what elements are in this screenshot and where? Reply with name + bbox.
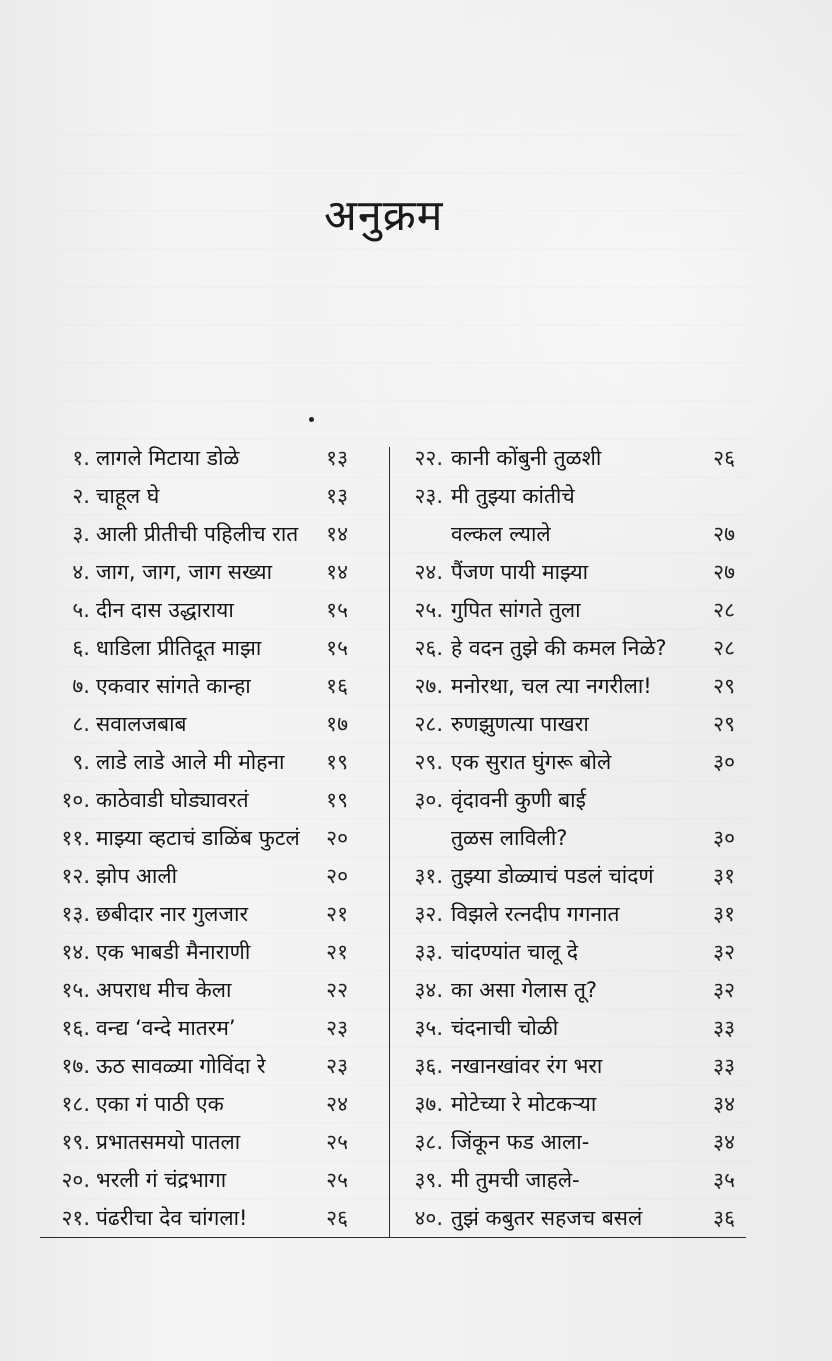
- entry-title: एक भाबडी मैनाराणी: [96, 940, 251, 964]
- entry-title: एकवार सांगते कान्हा: [96, 674, 251, 698]
- entry-page: ३३: [713, 1016, 735, 1040]
- entry-number: ११.: [61, 826, 90, 850]
- entry-page: १६: [326, 674, 348, 698]
- entry-title: लागले मिटाया डोळे: [96, 446, 240, 470]
- entry-page: ३०: [713, 750, 735, 774]
- entry-number: २२.: [414, 446, 443, 470]
- entry-title: आली प्रीतीची पहिलीच रात: [96, 522, 299, 546]
- entry-page: १४: [326, 560, 348, 584]
- entry-number: १२.: [61, 864, 90, 888]
- entry-title: झोप आली: [96, 864, 178, 888]
- toc-entry: [395, 553, 735, 591]
- entry-page: १५: [326, 636, 348, 660]
- entry-title: जाग, जाग, जाग सख्या: [96, 560, 273, 584]
- entry-page: २४: [326, 1092, 348, 1116]
- entry-number: ३२.: [414, 902, 443, 926]
- toc-entry: [40, 857, 388, 895]
- entry-page: ३४: [713, 1092, 735, 1116]
- entry-number: २८.: [414, 712, 443, 736]
- entry-title: वृंदावनी कुणी बाई: [451, 788, 586, 812]
- entry-title: वन्द्य ‘वन्दे मातरम’: [96, 1016, 236, 1040]
- entry-page: २५: [326, 1168, 348, 1192]
- toc-entry: [40, 591, 388, 629]
- entry-page: ३०: [713, 826, 735, 850]
- toc-entry: [40, 933, 388, 971]
- toc-entry: [395, 629, 735, 667]
- entry-number: ३१.: [414, 864, 443, 888]
- entry-number: २६.: [414, 636, 443, 660]
- toc-entry: [40, 1123, 388, 1161]
- entry-number: १७.: [61, 1054, 90, 1078]
- entry-title: कानी कोंबुनी तुळशी: [451, 446, 602, 470]
- toc-entry: [40, 477, 388, 515]
- toc-entry: [395, 591, 735, 629]
- toc-entry-continuation: [395, 515, 735, 553]
- entry-page: ३६: [713, 1206, 735, 1230]
- entry-number: ३०.: [414, 788, 443, 812]
- entry-number: ३.: [72, 522, 90, 546]
- toc-entry: [40, 1085, 388, 1123]
- toc-entry: [395, 781, 735, 819]
- entry-number: ३३.: [414, 940, 443, 964]
- entry-number: २१.: [61, 1206, 90, 1230]
- entry-title: चांदण्यांत चालू दे: [451, 940, 579, 964]
- entry-number: २०.: [61, 1168, 90, 1192]
- toc-entry: [40, 895, 388, 933]
- entry-number: १६.: [61, 1016, 90, 1040]
- entry-title: रुणझुणत्या पाखरा: [451, 712, 589, 736]
- entry-number: १९.: [61, 1130, 90, 1154]
- toc-entry: [395, 1123, 735, 1161]
- entry-title: अपराध मीच केला: [96, 978, 232, 1002]
- entry-title: पंढरीचा देव चांगला!: [96, 1206, 248, 1230]
- entry-number: ३४.: [414, 978, 443, 1002]
- entry-page: १४: [326, 522, 348, 546]
- entry-page: २६: [326, 1206, 348, 1230]
- entry-title: ऊठ सावळ्या गोविंदा रे: [96, 1054, 266, 1078]
- column-divider: [389, 447, 390, 1237]
- toc-entry: [395, 895, 735, 933]
- entry-page: १३: [326, 484, 348, 508]
- entry-title: तुळस लाविली?: [451, 826, 568, 850]
- entry-title: गुपित सांगते तुला: [451, 598, 581, 622]
- toc-entry: [40, 553, 388, 591]
- toc-entry-continuation: [395, 819, 735, 857]
- entry-title: का असा गेलास तू?: [451, 978, 598, 1002]
- toc-entry: [395, 705, 735, 743]
- entry-number: ३५.: [414, 1016, 443, 1040]
- entry-number: २४.: [414, 560, 443, 584]
- entry-title: प्रभातसमयो पातला: [96, 1130, 241, 1154]
- entry-page: ३५: [713, 1168, 735, 1192]
- toc-entry: [40, 1199, 388, 1237]
- entry-page: २९: [713, 712, 735, 736]
- entry-number: ४०.: [414, 1206, 443, 1230]
- entry-page: २८: [713, 636, 735, 660]
- entry-number: ३७.: [414, 1092, 443, 1116]
- entry-title: मनोरथा, चल त्या नगरीला!: [451, 674, 652, 698]
- entry-page: ३२: [713, 940, 735, 964]
- entry-title: लाडे लाडे आले मी मोहना: [96, 750, 285, 774]
- entry-page: ३३: [713, 1054, 735, 1078]
- entry-number: ९.: [72, 750, 90, 774]
- entry-title: मोटेच्या रे मोटकऱ्या: [451, 1092, 597, 1116]
- entry-page: ३४: [713, 1130, 735, 1154]
- entry-title: एका गं पाठी एक: [96, 1092, 224, 1116]
- toc-entry: [395, 1085, 735, 1123]
- toc-entry: [40, 1047, 388, 1085]
- entry-number: २५.: [414, 598, 443, 622]
- toc-entry: [40, 971, 388, 1009]
- entry-page: २०: [326, 826, 348, 850]
- toc-entry: [395, 1009, 735, 1047]
- toc-entry: [40, 781, 388, 819]
- entry-number: ७.: [72, 674, 90, 698]
- entry-number: २३.: [414, 484, 443, 508]
- entry-page: १९: [326, 788, 348, 812]
- entry-title: काठेवाडी घोड्यावरतं: [96, 788, 249, 812]
- toc-entry: [395, 743, 735, 781]
- entry-title: एक सुरात घुंगरू बोले: [451, 750, 612, 774]
- entry-title: छबीदार नार गुलजार: [96, 902, 249, 926]
- page-title: अनुक्रम: [324, 191, 444, 241]
- entry-page: १५: [326, 598, 348, 622]
- entry-title: दीन दास उद्धाराया: [96, 598, 234, 622]
- entry-page: ३१: [713, 902, 735, 926]
- entry-number: ८.: [72, 712, 90, 736]
- toc-entry: [395, 1161, 735, 1199]
- toc-entry: [40, 1009, 388, 1047]
- entry-page: १३: [326, 446, 348, 470]
- entry-title: वल्कल ल्याले: [451, 522, 551, 546]
- entry-number: १५.: [61, 978, 90, 1002]
- entry-title: भरली गं चंद्रभागा: [96, 1168, 227, 1192]
- entry-number: ३८.: [414, 1130, 443, 1154]
- toc-entry: [40, 667, 388, 705]
- entry-page: २७: [713, 522, 735, 546]
- bottom-rule: [40, 1237, 746, 1238]
- toc-entry: [395, 933, 735, 971]
- entry-number: १४.: [61, 940, 90, 964]
- entry-title: माझ्या व्हटाचं डाळिंब फुटलं: [96, 826, 300, 850]
- entry-title: तुझं कबुतर सहजच बसलं: [451, 1206, 643, 1230]
- entry-title: मी तुमची जाहले-: [451, 1168, 580, 1192]
- entry-number: ३९.: [414, 1168, 443, 1192]
- entry-title: जिंकून फड आला-: [451, 1130, 590, 1154]
- entry-page: २८: [713, 598, 735, 622]
- toc-entry: [395, 477, 735, 515]
- entry-title: चाहूल घे: [96, 484, 160, 508]
- entry-number: ६.: [72, 636, 90, 660]
- entry-page: १९: [326, 750, 348, 774]
- entry-title: नखानखांवर रंग भरा: [451, 1054, 603, 1078]
- entry-title: विझले रत्नदीप गगनात: [451, 902, 620, 926]
- entry-number: २.: [72, 484, 90, 508]
- toc-left-column: [40, 439, 388, 1239]
- entry-title: चंदनाची चोळी: [451, 1016, 559, 1040]
- entry-page: ३१: [713, 864, 735, 888]
- toc-entry: [40, 1161, 388, 1199]
- entry-page: २७: [713, 560, 735, 584]
- entry-page: २१: [326, 902, 348, 926]
- entry-page: २६: [713, 446, 735, 470]
- toc-right-column: [395, 439, 735, 1239]
- toc-entry: [40, 743, 388, 781]
- entry-title: सवालजबाब: [96, 712, 187, 736]
- toc-entry: [40, 439, 388, 477]
- entry-page: २५: [326, 1130, 348, 1154]
- entry-page: १७: [326, 712, 348, 736]
- entry-page: २०: [326, 864, 348, 888]
- entry-number: ३६.: [414, 1054, 443, 1078]
- entry-number: २७.: [414, 674, 443, 698]
- entry-number: ४.: [72, 560, 90, 584]
- entry-title: धाडिला प्रीतिदूत माझा: [96, 636, 262, 660]
- entry-page: २२: [326, 978, 348, 1002]
- toc-entry: [395, 1047, 735, 1085]
- entry-number: ५.: [72, 598, 90, 622]
- entry-number: १०.: [61, 788, 90, 812]
- entry-title: मी तुझ्या कांतीचे: [451, 484, 575, 508]
- entry-page: २१: [326, 940, 348, 964]
- toc-entry: [40, 515, 388, 553]
- entry-title: पैंजण पायी माझ्या: [451, 560, 589, 584]
- ink-dot: [309, 417, 314, 422]
- entry-page: २३: [326, 1016, 348, 1040]
- toc-entry: [395, 857, 735, 895]
- entry-title: हे वदन तुझे की कमल निळे?: [451, 636, 667, 660]
- toc-entry: [395, 1199, 735, 1237]
- toc-entry: [395, 971, 735, 1009]
- entry-title: तुझ्या डोळ्याचं पडलं चांदणं: [451, 864, 654, 888]
- entry-number: २९.: [414, 750, 443, 774]
- toc-entry: [40, 705, 388, 743]
- entry-number: १.: [72, 446, 90, 470]
- entry-page: २९: [713, 674, 735, 698]
- toc-entry: [40, 819, 388, 857]
- entry-page: ३२: [713, 978, 735, 1002]
- toc-entry: [395, 439, 735, 477]
- toc-entry: [395, 667, 735, 705]
- toc-entry: [40, 629, 388, 667]
- entry-page: २३: [326, 1054, 348, 1078]
- entry-number: १३.: [61, 902, 90, 926]
- entry-number: १८.: [61, 1092, 90, 1116]
